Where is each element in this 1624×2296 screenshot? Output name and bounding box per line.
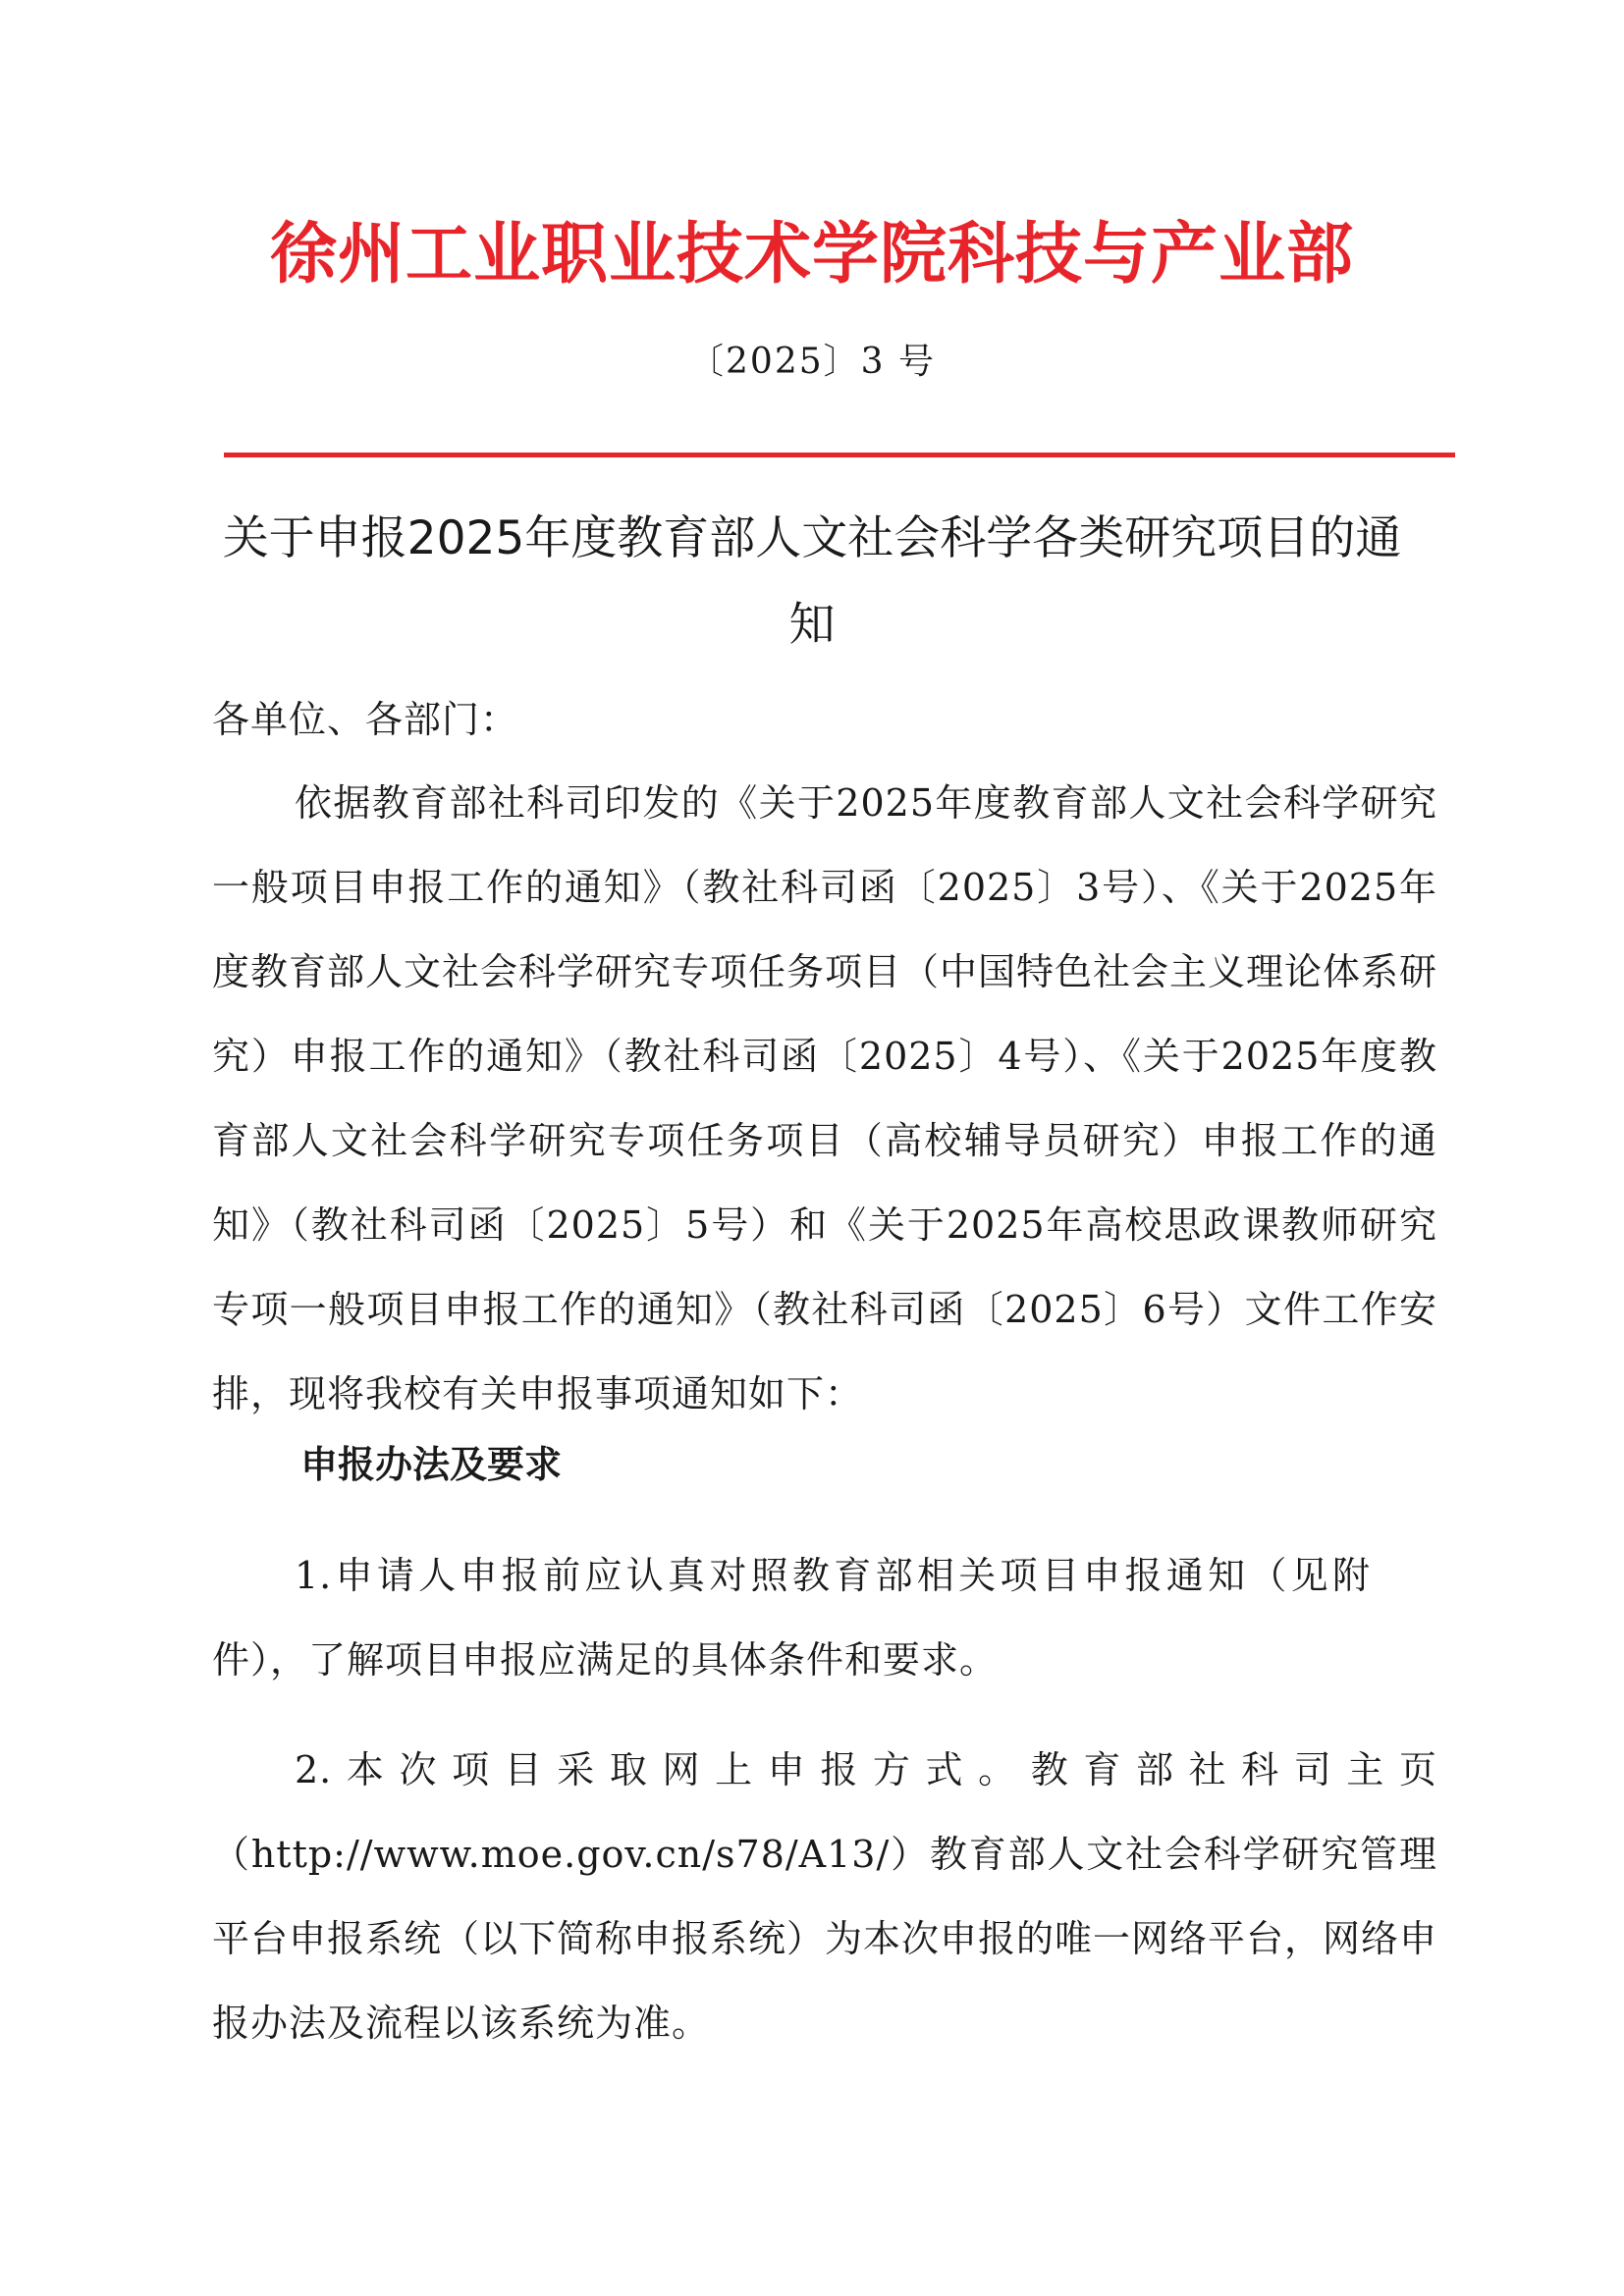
salutation: 各单位、各部门：	[212, 698, 519, 741]
intro-paragraph: 依据教育部社科司印发的《关于2025年度教育部人文社会科学研究一般项目申报工作的通知》（教社科司函〔2025〕3号）、《关于2025年度教育部人文社会科学研究专项任务项目（中国特色社会主义理论体系研究）申报工作的通知》（教社科司函〔2025〕4号）、《关于2025年度教育部人文社会科学研究专项任务项目（高校辅导员研究）申报工作的通知》（教社科司函〔2025〕5号）和《关于2025年高校思政课教师研究专项一般项目申报工作的通知》（教社科司函〔2025〕6号）文件工作安排，现将我校有关申报事项通知如下：	[212, 781, 1438, 1415]
section-heading: 申报办法及要求	[300, 1443, 563, 1486]
red-divider-line	[224, 453, 1455, 457]
document-number: 〔2025〕3 号	[688, 342, 936, 382]
notice-title: 关于申报2025年度教育部人文社会科学各类研究项目的通知	[222, 511, 1402, 652]
requirement-item-1: 1.申请人申报前应认真对照教育部相关项目申报通知（见附件），了解项目申报应满足的具体条件和要求。	[212, 1554, 1371, 1682]
requirement-item-2: 2.本次项目采取网上申报方式。教育部社科司主页（http://www.moe.gov.cn/s78/A13/）教育部人文社会科学研究管理平台申报系统（以下简称申报系统）为本次申报的唯一网络平台，网络申报办法及流程以该系统为准。	[212, 1748, 1438, 2045]
organization-header: 徐州工业职业技术学院科技与产业部	[269, 215, 1354, 294]
